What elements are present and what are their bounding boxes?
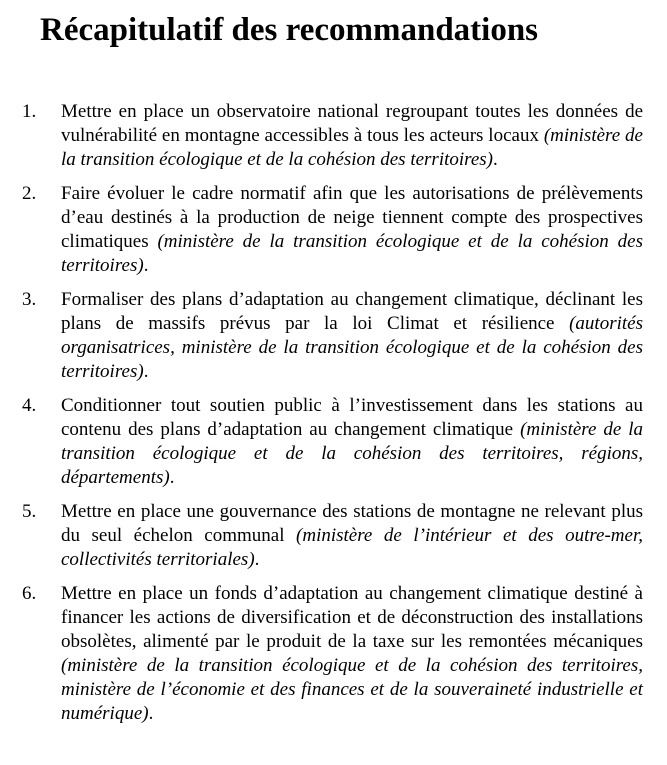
recommendation-actors: (ministère de la transition écologique et de la cohésion des territoires)	[61, 125, 643, 170]
recommendation-body	[61, 100, 643, 172]
recommendation-body	[61, 182, 643, 278]
recommendation-body	[61, 288, 643, 384]
recommendation-body	[61, 394, 643, 490]
recommendation-item-5	[0, 500, 667, 572]
recommendation-item-1	[0, 100, 667, 172]
recommendation-actors: (ministère de la transition écologique et de la cohésion des territoires, régions, départements)	[61, 419, 643, 488]
recommendation-list	[0, 100, 667, 736]
recommendation-number: 5.	[22, 501, 37, 522]
recommendation-end: .	[143, 255, 149, 276]
recommendation-actors: (autorités organisatrices, ministère de la transition écologique et de la cohésion des territoires)	[61, 313, 643, 382]
recommendation-body	[61, 500, 643, 572]
recommendation-actors: (ministère de la transition écologique et de la cohésion des territoires, ministère de l’économie et des finances et de la souveraineté industrielle et numérique)	[61, 655, 643, 724]
recommendation-number: 6.	[22, 583, 37, 604]
recommendation-number: 2.	[22, 183, 37, 204]
document-title: Récapitulatif des recommandations	[40, 12, 539, 48]
recommendation-number: 4.	[22, 395, 37, 416]
recommendation-item-6	[0, 582, 667, 726]
recommendation-number: 3.	[22, 289, 37, 310]
recommendation-text: Mettre en place une gouvernance des stations de montagne ne relevant plus du seul échelon communal	[61, 501, 643, 546]
recommendation-item-4	[0, 394, 667, 490]
recommendation-body	[61, 582, 643, 726]
recommendation-text: Mettre en place un fonds d’adaptation au changement climatique destiné à financer les actions de diversification et de déconstruction des installations obsolètes, alimenté par le produit de la taxe sur les remontées mécaniques	[61, 583, 643, 652]
recommendation-text: Mettre en place un observatoire national regroupant toutes les données de vulnérabilité en montagne accessibles à tous les acteurs locaux	[61, 101, 643, 146]
recommendation-end: .	[493, 149, 498, 170]
recommendation-number: 1.	[22, 101, 37, 122]
recommendation-text: Conditionner tout soutien public à l’investissement dans les stations au contenu des plans d’adaptation au changement climatique	[61, 395, 643, 440]
recommendation-item-2	[0, 182, 667, 278]
recommendation-end: .	[148, 703, 154, 724]
recommendation-end: .	[254, 549, 260, 570]
recommendation-actors: (ministère de la transition écologique et de la cohésion des territoires)	[61, 231, 643, 276]
recommendation-actors: (ministère de l’intérieur et des outre-mer, collectivités territoriales)	[61, 525, 643, 570]
recommendation-text: Faire évoluer le cadre normatif afin que les autorisations de prélèvements d’eau destinés à la production de neige tiennent compte des prospectives climatiques	[61, 183, 643, 252]
recommendation-end: .	[169, 467, 175, 488]
recommendation-text: Formaliser des plans d’adaptation au changement climatique, déclinant les plans de massifs prévus par la loi Climat et résilience	[61, 289, 643, 334]
recommendation-item-3	[0, 288, 667, 384]
recommendation-end: .	[143, 361, 149, 382]
